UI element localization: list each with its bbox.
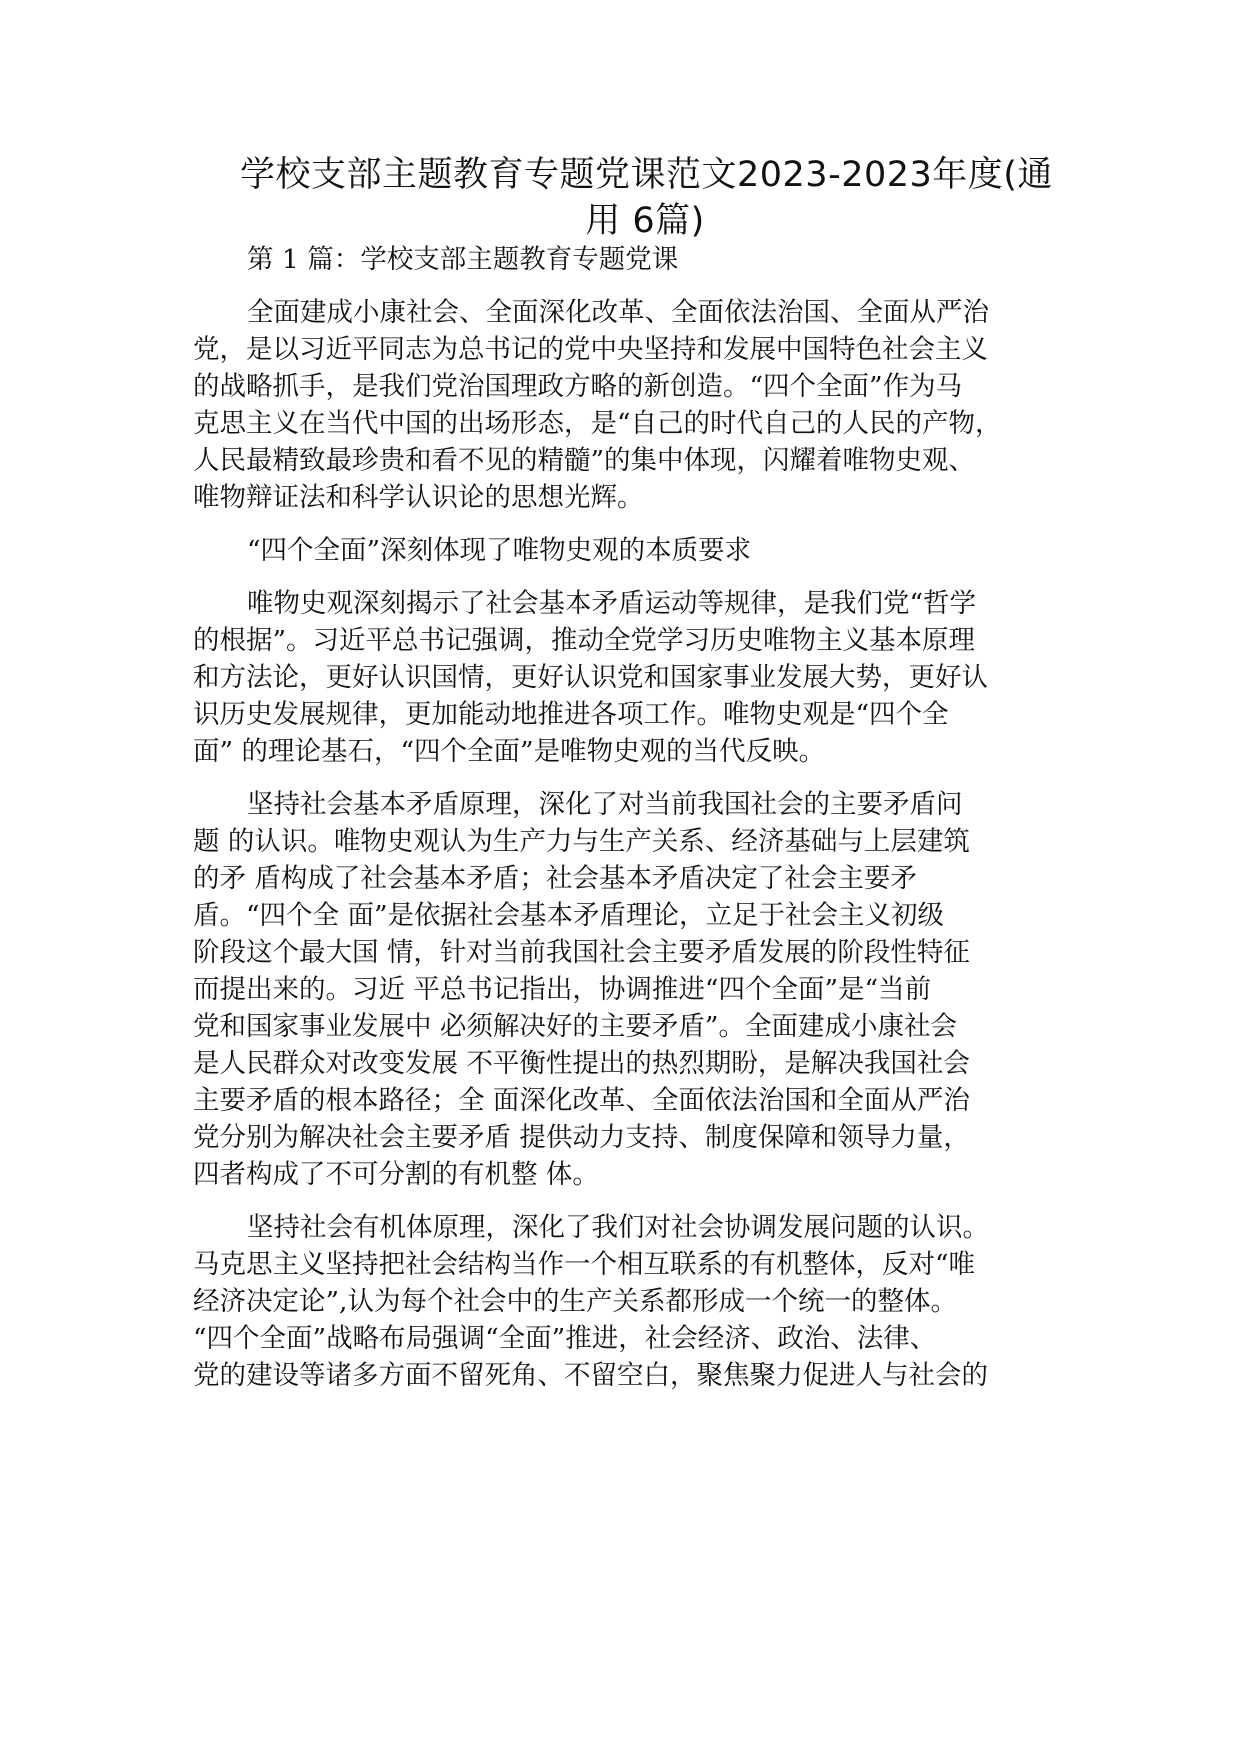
- text-line: 盾。“四个全 面”是依据社会基本矛盾理论，立足于社会主义初级: [193, 900, 945, 931]
- text-line: 党，是以习近平同志为总书记的党中央坚持和发展中国特色社会主义: [193, 334, 988, 365]
- text-line: 的根据”。习近平总书记强调，推动全党学习历史唯物主义基本原理: [193, 625, 976, 656]
- paragraph-2: [193, 585, 1053, 770]
- text-line: 马克思主义坚持把社会结构当作一个相互联系的有机整体，反对“唯: [193, 1249, 976, 1280]
- text-line: 而提出来的。习近 平总书记指出，协调推进“四个全面”是“当前: [193, 974, 932, 1005]
- text-line: 党分别为解决社会主要矛盾 提供动力支持、制度保障和领导力量，: [193, 1122, 970, 1153]
- document-body: [193, 241, 1053, 1394]
- text-line: 坚持社会基本矛盾原理，深化了对当前我国社会的主要矛盾问: [247, 789, 963, 820]
- text-line: 是人民群众对改变发展 不平衡性提出的热烈期盼，是解决我国社会: [193, 1048, 970, 1079]
- text-line: 克思主义在当代中国的出场形态，是“自己的时代自己的人民的产物，: [193, 408, 1002, 439]
- subheading: “四个全面”深刻体现了唯物史观的本质要求: [247, 535, 752, 566]
- section-heading: 第 1 篇：学校支部主题教育专题党课: [247, 244, 679, 275]
- text-line: 和方法论，更好认识国情，更好认识党和国家事业发展大势，更好认: [193, 662, 988, 693]
- text-line: 面” 的理论基石，“四个全面”是唯物史观的当代反映。: [193, 736, 826, 767]
- title-line: 用 6篇): [585, 201, 705, 241]
- text-line: 唯物史观深刻揭示了社会基本矛盾运动等规律，是我们党“哲学: [247, 588, 977, 619]
- text-line: 四者构成了不可分割的有机整 体。: [193, 1159, 599, 1190]
- text-line: 党和国家事业发展中 必须解决好的主要矛盾”。全面建成小康社会: [193, 1011, 957, 1042]
- text-line: 坚持社会有机体原理，深化了我们对社会协调发展问题的认识。: [247, 1212, 989, 1243]
- title-line: 学校支部主题教育专题党课范文2023-2023年度(通: [240, 155, 1053, 195]
- paragraph-4: [193, 1209, 1053, 1394]
- text-line: 的战略抓手，是我们党治国理政方略的新创造。“四个全面”作为马: [193, 371, 963, 402]
- text-line: 主要矛盾的根本路径；全 面深化改革、全面依法治国和全面从严治: [193, 1085, 970, 1116]
- paragraph-3: [193, 786, 1053, 1193]
- text-line: 全面建成小康社会、全面深化改革、全面依法治国、全面从严治: [247, 297, 989, 328]
- text-line: 唯物辩证法和科学认识论的思想光辉。: [193, 482, 644, 513]
- document-title: [240, 152, 1053, 244]
- text-line: 识历史发展规律，更加能动地推进各项工作。唯物史观是“四个全: [193, 699, 949, 730]
- text-line: 阶段这个最大国 情，针对当前我国社会主要矛盾发展的阶段性特征: [193, 937, 970, 968]
- paragraph-1: [193, 294, 1053, 516]
- text-line: 题 的认识。唯物史观认为生产力与生产关系、经济基础与上层建筑: [193, 826, 970, 857]
- text-line: 党的建设等诸多方面不留死角、不留空白，聚焦聚力促进人与社会的: [193, 1360, 988, 1391]
- text-line: 经济决定论”,认为每个社会中的生产关系都形成一个统一的整体。: [193, 1286, 957, 1317]
- text-line: 的矛 盾构成了社会基本矛盾；社会基本矛盾决定了社会主要矛: [193, 863, 917, 894]
- text-line: “四个全面”战略布局强调“全面”推进，社会经济、政治、法律、: [193, 1323, 937, 1354]
- text-line: 人民最精致最珍贵和看不见的精髓”的集中体现，闪耀着唯物史观、: [193, 445, 976, 476]
